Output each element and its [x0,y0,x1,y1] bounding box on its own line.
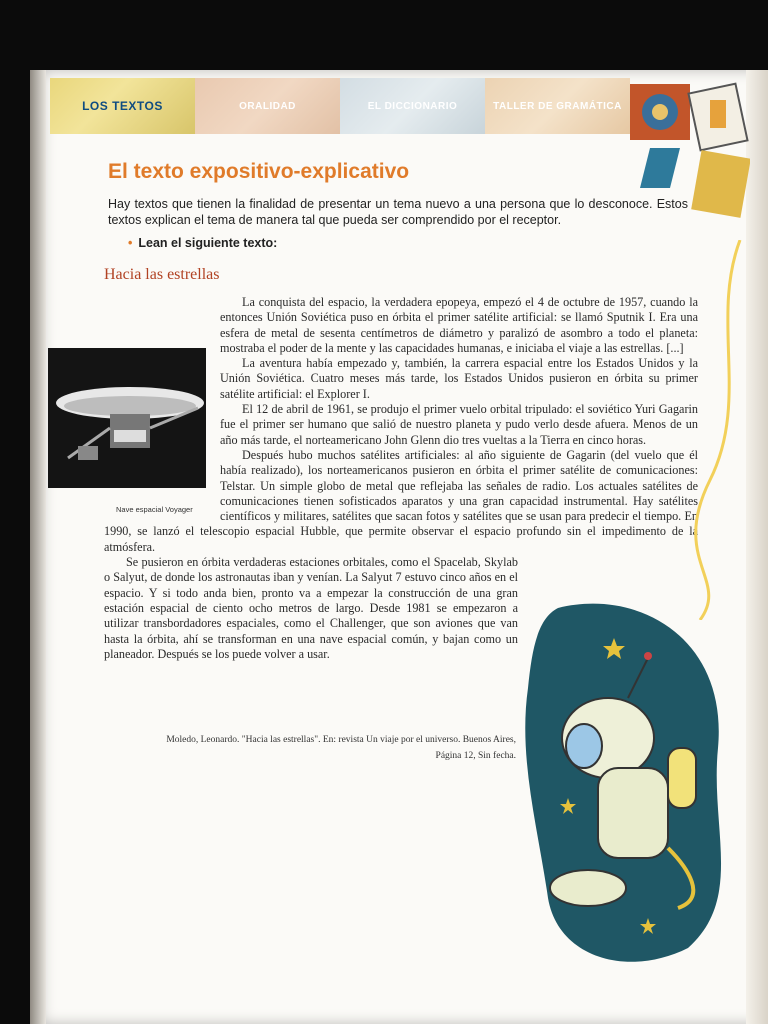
astronaut-illustration [518,598,744,968]
photo-caption: Nave espacial Voyager [116,505,193,514]
source-line-2: Página 12, Sin fecha. [435,751,516,761]
source-line-1: Moledo, Leonardo. "Hacia las estrellas". En: revista Un viaje por el universo. Buenos Aires, [166,735,516,745]
tab-los-textos: LOS TEXTOS [50,78,195,134]
article-paragraph: La conquista del espacio, la verdadera epopeya, empezó el 4 de octubre de 1957, cuando la entonces Unión Soviética puso en órbita el primer satélite artificial: se llamó Sputnik I. Era una esfera de metal de sesenta centímetros de diámetro y paralizó de asombro a todo el planeta: mostraba el poder de la mente y las capacidades humanas, e iniciaba el viaje a las estrellas. [...] [220,295,698,355]
reading-instruction [128,236,277,250]
tab-el-diccionario: EL DICCIONARIO [340,78,485,134]
article-paragraph: El 12 de abril de 1961, se produjo el primer vuelo orbital tripulado: el soviético Yuri Gagarin fue el primer ser humano que salió de nuestro planeta y pudo verlo desde afuera. Menos de un año más tarde, el norteamericano John Glenn dio tres vueltas a la Tierra en cinco horas. [220,402,698,447]
page-title: El texto expositivo-explicativo [108,160,410,183]
tab-oralidad: ORALIDAD [195,78,340,134]
page-fold-shadow [30,70,46,1024]
intro-text: Hay textos que tienen la finalidad de presentar un tema nuevo a una persona que lo desconoce. Estos textos explican el tema de manera tal que pueda ser comprendido por el receptor. [108,197,688,227]
article-paragraph: La aventura había empezado y, también, la carrera espacial entre los Estados Unidos y la Unión Soviética. Cuatro meses más tarde, los Estados Unidos pusieron en órbita su primer satélite artificial: el Explorer I. [220,356,698,401]
article-paragraph: Después hubo muchos satélites artificiales: al año siguiente de Gagarin (del vuelo que él había realizado), los norteamericanos pusieron en órbita el primer satélite de comunicaciones: Telstar. Un simple globo de metal que reflejaba las señales de radio. Los actuales satélites de comunicaciones tienen sofisticados aparatos y una gran capacidad instrumental. Hay satélites científicos y militares, satélites que sacan fotos y satélites que se usan para predecir el tiempo. En 1990, se lanzó el telescopio espacial Hubble, que permite observar el espacio profundo sin el impedimento de la atmósfera. [104,447,698,554]
ribbon-icon [690,240,750,620]
article-paragraph: Se pusieron en órbita verdaderas estaciones orbitales, como el Spacelab, Skylab o Salyut, de donde los astronautas iban y venían. La Salyut 7 estuvo cinco años en el espacio. Y si todo anda bien, pronto va a empezar la construcción de una gran estación espacial de ciento ocho metros de largo. Desde 1981 se empezaron a utilizar transbordadores espaciales, como el Challenger, que son aviones que van hasta la órbita, ahí se transforman en una nave espacial común, y bajan como un planeador. Después se los puede volver a usar. [104,555,518,661]
tab-taller-gramatica: TALLER DE GRAMÁTICA [485,78,630,134]
bullet-icon: • [128,236,133,250]
image-spacer [104,325,220,520]
section-tabs [50,78,630,134]
source-citation [104,732,516,764]
reading-instruction-label: Lean el siguiente texto: [138,236,278,250]
article-heading: Hacia las estrellas [104,266,220,283]
